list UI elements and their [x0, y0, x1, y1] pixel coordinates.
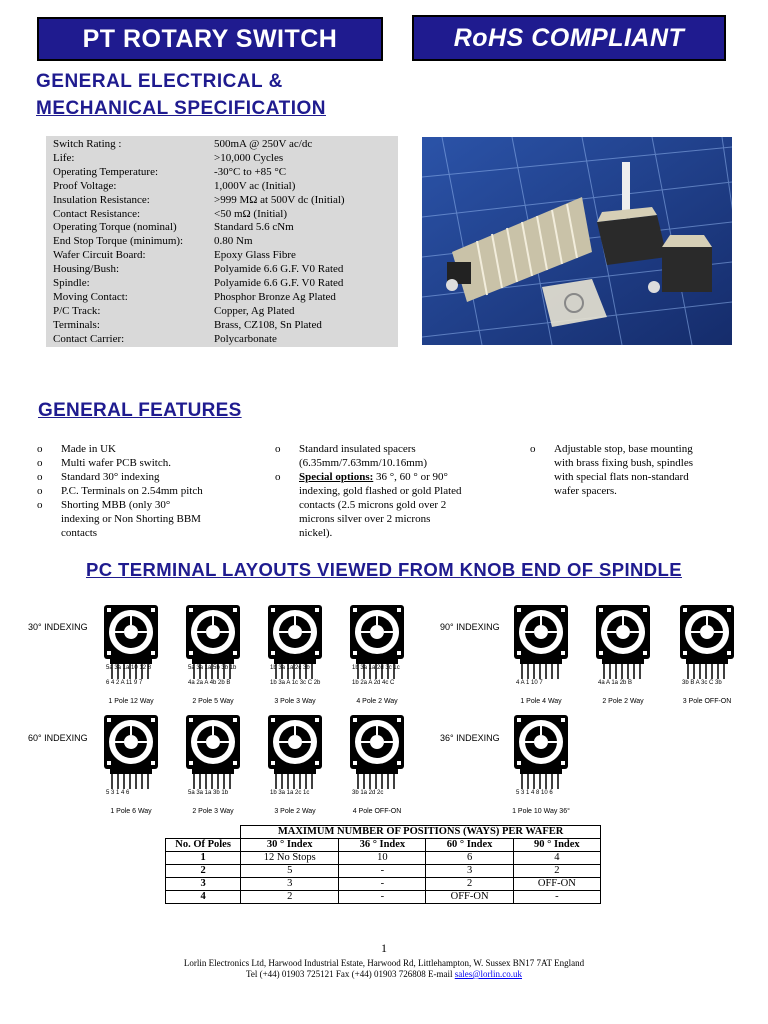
label-60-indexing: 60° INDEXING — [28, 733, 88, 743]
diagram-caption: 1 Pole 10 Way 36° — [512, 808, 570, 815]
spec-key: Contact Resistance: — [53, 207, 141, 220]
feature-item-cont: indexing, gold flashed or gold Plated — [299, 485, 462, 497]
wafer-diagram-icon — [98, 713, 164, 791]
pin-labels: 3b 1a 2d 2c — [352, 790, 384, 796]
feature-item-cont: microns silver over 2 microns — [299, 513, 431, 525]
spec-row — [46, 249, 345, 263]
feature-item: o Adjustable stop, base mounting — [530, 442, 760, 456]
spec-row — [46, 194, 345, 208]
wafer-diagram-icon — [590, 603, 656, 681]
feature-item: o Standard insulated spacers — [275, 442, 515, 456]
spec-value: Polyamide 6.6 G.F. V0 Rated — [214, 263, 344, 276]
spec-key: Terminals: — [53, 318, 100, 331]
ways-row — [166, 852, 601, 865]
feature-item-cont: indexing or Non Shorting BBM — [61, 513, 201, 525]
diagram-caption: 3 Pole 2 Way — [274, 808, 316, 815]
spec-key: Operating Temperature: — [53, 165, 159, 178]
features-heading: GENERAL FEATURES — [38, 400, 242, 421]
spec-value: 0.80 Nm — [214, 235, 253, 248]
ways-cell: - — [339, 878, 426, 891]
terminal-layout-diagram — [262, 603, 328, 703]
product-photo — [422, 137, 732, 345]
spec-key: End Stop Torque (minimum): — [53, 235, 184, 248]
diagram-caption: 3 Pole OFF-ON — [682, 698, 732, 705]
spec-value: Epoxy Glass Fibre — [214, 249, 296, 262]
ways-cell: 2 — [426, 878, 513, 891]
wafer-diagram-icon — [508, 713, 574, 791]
ways-row — [166, 878, 601, 891]
diagram-caption: 1 Pole 6 Way — [110, 808, 152, 815]
ways-cell: 4 — [166, 891, 241, 904]
footer-address: Lorlin Electronics Ltd, Harwood Industrial Estate, Harwood Rd, Littlehampton, W. Sussex BN17 7AT England — [183, 958, 585, 968]
pin-labels: 4 A 1 10 7 — [516, 680, 543, 686]
feature-item-cont: contacts — [61, 527, 98, 539]
spec-key: Spindle: — [53, 277, 90, 290]
spec-row — [46, 235, 345, 249]
spec-value: Polyamide 6.6 G.F. V0 Rated — [214, 277, 344, 290]
pin-labels: 1b 2a A 2d 4c C — [352, 680, 395, 686]
spec-row — [46, 152, 345, 166]
ways-cell: 3 — [166, 878, 241, 891]
ways-cell: - — [513, 891, 600, 904]
spec-value: -30°C to +85 °C — [214, 165, 287, 178]
spec-value: Polycarbonate — [214, 332, 277, 345]
spec-key: Proof Voltage: — [53, 179, 117, 192]
feature-item: o P.C. Terminals on 2.54mm pitch — [37, 484, 267, 498]
spec-key: P/C Track: — [53, 304, 101, 317]
ways-cell: - — [339, 891, 426, 904]
diagram-caption: 2 Pole 2 Way — [602, 698, 644, 705]
spec-value: 500mA @ 250V ac/dc — [214, 138, 313, 150]
terminal-layout-diagram — [180, 713, 246, 813]
diagram-caption: 4 Pole OFF-ON — [352, 808, 402, 815]
spec-row — [46, 319, 345, 333]
pin-labels-top: 1b 3a 1a 2c 3b — [270, 665, 310, 671]
pin-labels-top: 5a 3a 1a 5b 3b 1b — [188, 665, 237, 671]
diagram-caption: 4 Pole 2 Way — [356, 698, 398, 705]
rotary-switch-photo-illustration — [422, 137, 732, 345]
spec-key: Moving Contact: — [53, 290, 128, 303]
pin-labels: 4a 2a A 4b 2b B — [188, 680, 231, 686]
terminal-layout-diagram — [590, 603, 656, 703]
ways-cell: 1 — [166, 852, 241, 865]
pin-labels-top: 1b 3a 1a 2d 3c 1c — [352, 665, 400, 671]
ways-cell: 5 — [241, 865, 339, 878]
terminal-layout-diagram — [262, 713, 328, 813]
diagram-caption: 2 Pole 5 Way — [192, 698, 234, 705]
terminal-layout-diagram — [344, 713, 410, 813]
spec-value: Brass, CZ108, Sn Plated — [214, 318, 322, 331]
spec-key: Contact Carrier: — [53, 332, 125, 345]
ways-header-cell: 60 ° Index — [426, 839, 513, 852]
title-banner — [37, 17, 383, 61]
pin-labels: 4a A 1a 2b B — [598, 680, 633, 686]
feature-item-cont: with special flats non-standard — [554, 471, 689, 483]
pin-labels: 5 3 1 4 8 10 6 — [516, 790, 553, 796]
spec-value: Copper, Ag Plated — [214, 304, 295, 317]
feature-item: o Multi wafer PCB switch. — [37, 456, 267, 470]
ways-header-cell: 36 ° Index — [339, 839, 426, 852]
ways-cell: 2 — [166, 865, 241, 878]
terminal-layout-diagram — [98, 603, 164, 703]
spec-key: Insulation Resistance: — [53, 193, 150, 206]
spec-heading — [36, 68, 326, 122]
diagram-caption: 3 Pole 3 Way — [274, 698, 316, 705]
terminal-layout-diagram — [344, 603, 410, 703]
terminal-layout-diagram — [508, 603, 574, 703]
terminal-layout-diagram — [98, 713, 164, 813]
diagram-caption: 1 Pole 12 Way — [108, 698, 154, 705]
spec-row — [46, 333, 345, 347]
spec-row — [46, 291, 345, 305]
wafer-diagram-icon — [674, 603, 740, 681]
terminal-layout-diagram — [674, 603, 740, 703]
spec-table-panel — [46, 136, 398, 347]
ways-cell: 3 — [426, 865, 513, 878]
spec-heading-line1: GENERAL ELECTRICAL & — [36, 71, 283, 92]
spec-row — [46, 277, 345, 291]
email-link[interactable]: sales@lorlin.co.uk — [454, 969, 523, 979]
special-options-label: Special options: — [299, 471, 374, 483]
ways-table-blank — [166, 826, 241, 839]
ways-header-cell: No. Of Poles — [166, 839, 241, 852]
wafer-diagram-icon — [508, 603, 574, 681]
spec-row — [46, 166, 345, 180]
ways-cell: 3 — [241, 878, 339, 891]
ways-header-cell: 90 ° Index — [513, 839, 600, 852]
feature-item: o Shorting MBB (only 30° — [37, 498, 267, 512]
ways-cell: 12 No Stops — [241, 852, 339, 865]
spec-value: >10,000 Cycles — [214, 151, 284, 164]
spec-key: Switch Rating : — [53, 138, 122, 150]
spec-value: >999 MΩ at 500V dc (Initial) — [214, 193, 345, 206]
feature-item-cont: contacts (2.5 microns gold over 2 — [299, 499, 447, 511]
spec-value: Standard 5.6 cNm — [214, 221, 294, 234]
wafer-diagram-icon — [344, 713, 410, 791]
spec-row — [46, 263, 345, 277]
special-options-text: 36 °, 60 ° or 90° — [373, 471, 448, 483]
terminal-layout-diagram — [508, 713, 574, 813]
spec-row — [46, 221, 345, 235]
footer-contact-text: Tel (+44) 01903 725121 Fax (+44) 01903 726808 E-mail — [245, 969, 455, 979]
terminal-layout-diagram — [180, 603, 246, 703]
pin-labels-top: 5a 3a 1a 10 12 8 — [106, 665, 152, 671]
ways-cell: 6 — [426, 852, 513, 865]
pin-labels: 1b 3a 1a 2c 1c — [270, 790, 310, 796]
ways-cell: 4 — [513, 852, 600, 865]
ways-row — [166, 865, 601, 878]
ways-cell: 2 — [241, 891, 339, 904]
features-col-2 — [275, 442, 515, 540]
page-title: PT ROTARY SWITCH — [82, 24, 338, 53]
feature-item-cont: nickel). — [299, 527, 333, 539]
spec-value: 1,000V ac (Initial) — [214, 179, 296, 192]
pin-labels: 1b 3a A 1c 3c C 2b — [270, 680, 321, 686]
pin-labels: 5a 3a 1a 3b 1b — [188, 790, 229, 796]
diagram-caption: 1 Pole 4 Way — [520, 698, 562, 705]
pin-labels: 3b B A 3c C 3b — [682, 680, 722, 686]
feature-item-cont: (6.35mm/7.63mm/10.16mm) — [299, 457, 428, 469]
spec-key: Operating Torque (nominal) — [53, 221, 177, 234]
diagram-caption: 2 Pole 3 Way — [192, 808, 234, 815]
label-30-indexing: 30° INDEXING — [28, 622, 88, 632]
ways-row — [166, 891, 601, 904]
features-col-3 — [530, 442, 760, 498]
spec-table — [46, 138, 345, 347]
rohs-badge — [412, 15, 726, 61]
feature-item-cont: wafer spacers. — [554, 485, 617, 497]
spec-value: Phosphor Bronze Ag Plated — [214, 290, 336, 303]
spec-key: Housing/Bush: — [53, 263, 120, 276]
ways-cell: 2 — [513, 865, 600, 878]
wafer-diagram-icon — [180, 713, 246, 791]
label-36-indexing: 36° INDEXING — [440, 733, 500, 743]
features-col-1 — [37, 442, 267, 540]
ways-table-wrap — [165, 825, 601, 904]
feature-item-cont: with brass fixing bush, spindles — [554, 457, 694, 469]
rohs-badge-text: RoHS COMPLIANT — [453, 23, 685, 52]
ways-table-title: MAXIMUM NUMBER OF POSITIONS (WAYS) PER WAFER — [241, 826, 601, 839]
spec-row — [46, 138, 345, 152]
ways-cell: 10 — [339, 852, 426, 865]
wafer-diagram-icon — [262, 713, 328, 791]
ways-cell: OFF-ON — [426, 891, 513, 904]
layouts-heading: PC TERMINAL LAYOUTS VIEWED FROM KNOB END OF SPINDLE — [86, 559, 682, 580]
spec-key: Wafer Circuit Board: — [53, 249, 146, 262]
ways-cell: - — [339, 865, 426, 878]
spec-heading-line2: MECHANICAL SPECIFICATION — [36, 98, 326, 119]
spec-row — [46, 208, 345, 222]
feature-item: o Made in UK — [37, 442, 267, 456]
ways-header-cell: 30 ° Index — [241, 839, 339, 852]
spec-value: <50 mΩ (Initial) — [214, 207, 288, 220]
spec-key: Life: — [53, 151, 75, 164]
footer-contact — [0, 969, 768, 979]
feature-item-special — [275, 470, 515, 484]
ways-cell: OFF-ON — [513, 878, 600, 891]
pin-labels: 5 3 1 4 6 — [106, 790, 130, 796]
ways-table — [165, 825, 601, 904]
spec-row — [46, 180, 345, 194]
page-number: 1 — [381, 941, 387, 955]
label-90-indexing: 90° INDEXING — [440, 622, 500, 632]
pin-labels: 6 4 2 A 11 9 7 — [106, 680, 143, 686]
spec-row — [46, 305, 345, 319]
feature-item: o Standard 30° indexing — [37, 470, 267, 484]
